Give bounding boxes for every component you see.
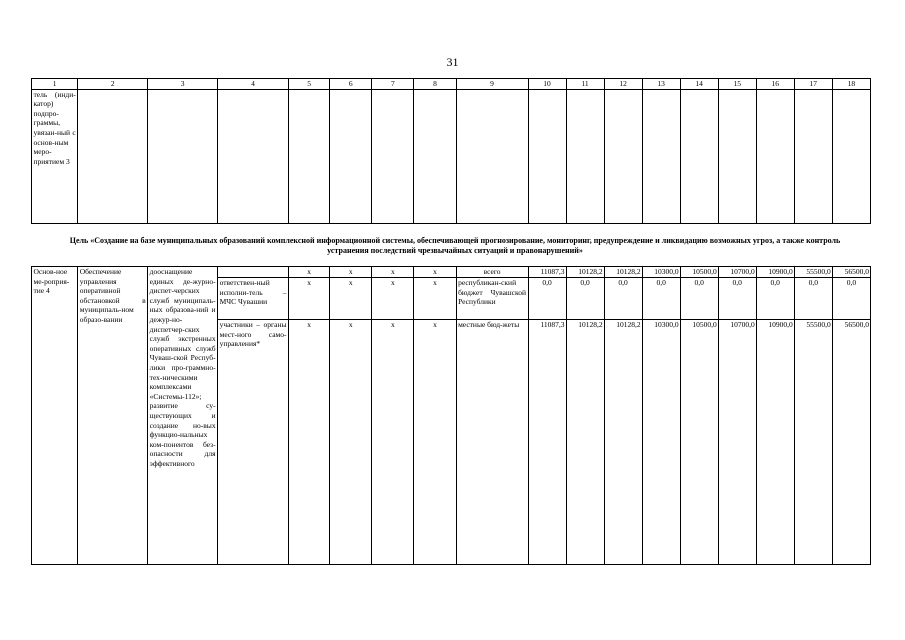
column-number-row: [32, 79, 871, 90]
value-cell: 10128,2: [566, 267, 604, 278]
column-number-cell: 7: [372, 79, 414, 90]
value-cell: 0,0: [756, 278, 794, 320]
column-number-cell: 2: [78, 79, 148, 90]
column-number-cell: 14: [680, 79, 718, 90]
value-cell: 0,0: [642, 278, 680, 320]
value-cell: 10700,0: [718, 320, 756, 565]
value-cell: 10900,0: [756, 267, 794, 278]
value-cell: 55500,0: [794, 320, 832, 565]
column-number-cell: 4: [218, 79, 289, 90]
column-number-cell: 8: [414, 79, 456, 90]
activity-name-cell: Обеспечение управления оперативной обстановкой в муниципаль-ном образо-вании: [78, 267, 148, 565]
x-cell: x: [330, 267, 372, 278]
value-cell: 10128,2: [604, 320, 642, 565]
value-cell: 56500,0: [832, 320, 870, 565]
activity-number-cell: Основ-ное ме-роприя-тие 4: [32, 267, 78, 565]
column-number-cell: 10: [528, 79, 566, 90]
executor-cell: ответствен-ный исполни-тель – МЧС Чувашии: [218, 278, 289, 320]
column-number-cell: 11: [566, 79, 604, 90]
value-cell: 11087,3: [528, 267, 566, 278]
column-number-cell: 3: [148, 79, 218, 90]
value-cell: 0,0: [680, 278, 718, 320]
value-cell: 10128,2: [604, 267, 642, 278]
x-cell: x: [372, 267, 414, 278]
x-cell: x: [289, 267, 330, 278]
value-cell: 10300,0: [642, 320, 680, 565]
funding-source-cell: республикан-ский бюджет Чувашской Республики: [456, 278, 528, 320]
column-number-cell: 13: [642, 79, 680, 90]
value-cell: 10128,2: [566, 320, 604, 565]
value-cell: 10500,0: [680, 267, 718, 278]
x-cell: x: [289, 278, 330, 320]
value-cell: 0,0: [832, 278, 870, 320]
table-row: [32, 267, 871, 278]
column-number-cell: 18: [832, 79, 870, 90]
column-number-cell: 6: [330, 79, 372, 90]
x-cell: x: [372, 278, 414, 320]
activity-description-cell: дооснащение единых де-журно-диспет-черских служб муниципаль-ных образова-ний и дежур-но-диспетчер-ских служб экстренных оперативных служб Чуваш-ской Респуб-лики про-граммно-тех-ническими комплексами «Системы-112»; развитие су-ществующих и создание но-вых функцио-нальных ком-понентов без-опасности для эффективного: [148, 267, 218, 565]
value-cell: 0,0: [604, 278, 642, 320]
x-cell: x: [414, 320, 456, 565]
value-cell: 11087,3: [528, 320, 566, 565]
x-cell: x: [372, 320, 414, 565]
value-cell: 55500,0: [794, 267, 832, 278]
column-number-cell: 1: [32, 79, 78, 90]
column-number-cell: 9: [456, 79, 528, 90]
table-main-activity: [31, 266, 871, 565]
value-cell: 0,0: [794, 278, 832, 320]
executor-cell: [218, 267, 289, 278]
value-cell: 0,0: [528, 278, 566, 320]
continuation-row: [32, 89, 871, 223]
column-number-cell: 15: [718, 79, 756, 90]
x-cell: x: [330, 320, 372, 565]
page-number: 31: [446, 55, 459, 69]
funding-source-cell: всего: [456, 267, 528, 278]
continuation-cell: тель (инди-катор) подпро-граммы, увязан-ный с основ-ным меро-приятием 3: [32, 89, 78, 223]
value-cell: 56500,0: [832, 267, 870, 278]
column-number-cell: 17: [794, 79, 832, 90]
executor-cell: участники – органы мест-ного само-управления*: [218, 320, 289, 565]
value-cell: 10700,0: [718, 267, 756, 278]
column-number-cell: 12: [604, 79, 642, 90]
x-cell: x: [289, 320, 330, 565]
column-number-cell: 5: [289, 79, 330, 90]
column-number-cell: 16: [756, 79, 794, 90]
x-cell: x: [414, 267, 456, 278]
x-cell: x: [414, 278, 456, 320]
goal-heading: Цель «Создание на базе муниципальных образований комплексной информационной системы, обеспечивающей прогнозирование, мониторинг, предупреждение и ликвидацию возможных угроз, а также контроль устранения последствий чрезвычайных ситуаций и правонарушений»: [69, 236, 841, 255]
value-cell: 0,0: [718, 278, 756, 320]
value-cell: 10900,0: [756, 320, 794, 565]
value-cell: 10300,0: [642, 267, 680, 278]
x-cell: x: [330, 278, 372, 320]
value-cell: 10500,0: [680, 320, 718, 565]
value-cell: 0,0: [566, 278, 604, 320]
table-continuation: [31, 78, 871, 224]
funding-source-cell: местные бюд-жеты: [456, 320, 528, 565]
